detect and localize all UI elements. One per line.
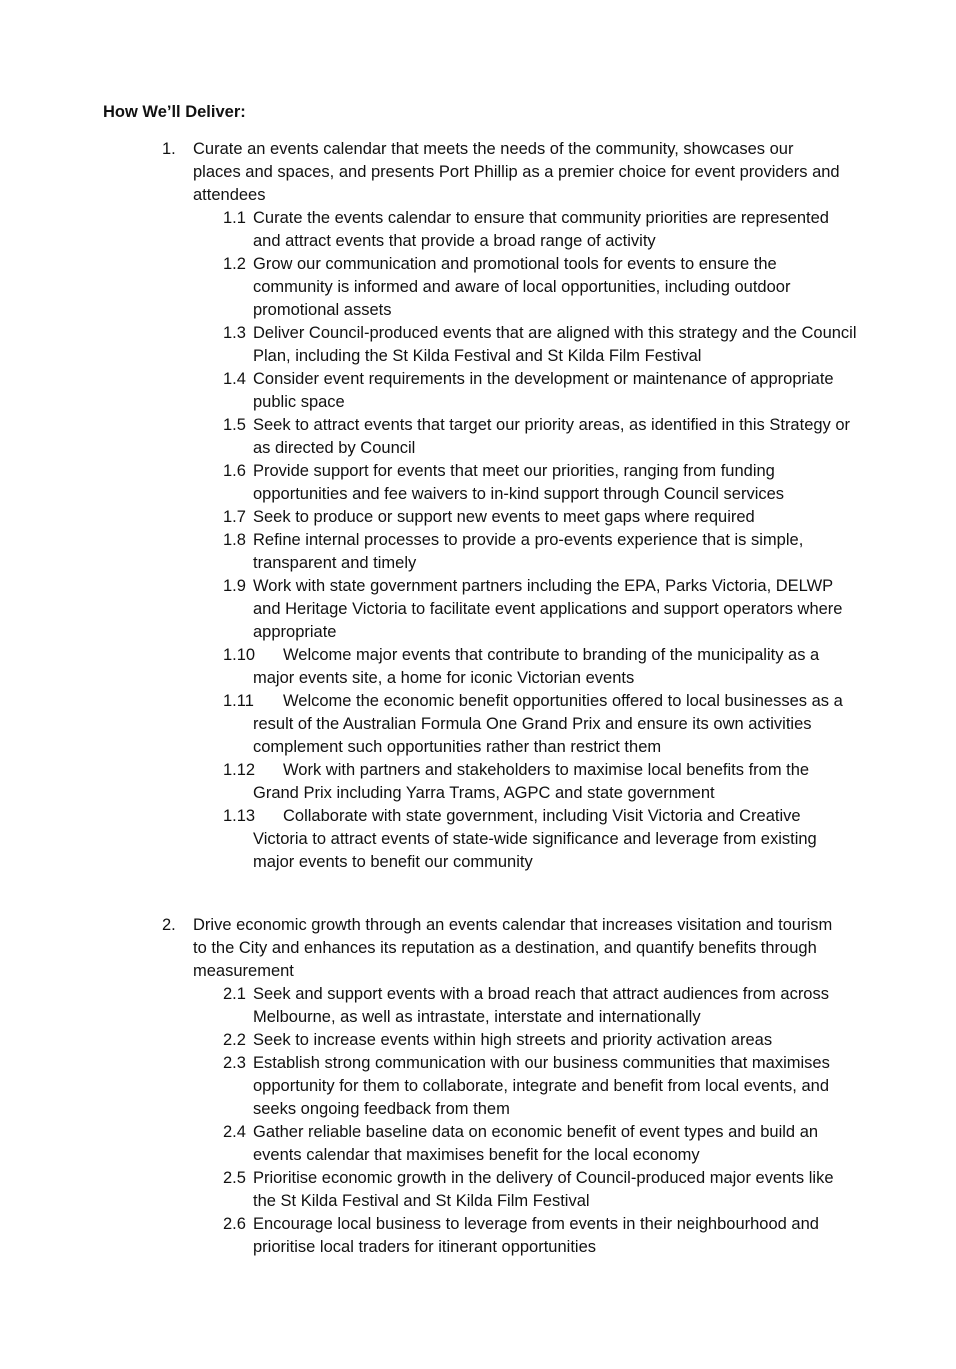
- sub-list-item: [0, 207, 956, 253]
- sub-item-text: Seek to attract events that target our priority areas, as identified in this Strategy or as directed by Council: [253, 416, 851, 457]
- sub-item-number: 2.6: [223, 1215, 246, 1233]
- sub-item-number: 1.1: [223, 209, 246, 227]
- sub-item-text: Curate the events calendar to ensure that community priorities are represented and attract events that provide a broad range of activity: [253, 209, 829, 250]
- sub-item-number: 1.7: [223, 508, 246, 526]
- main-item-number: 2.: [162, 916, 176, 934]
- sub-item-text: Refine internal processes to provide a pro-events experience that is simple, transparent and timely: [253, 531, 804, 572]
- sub-item-number: 1.10: [223, 646, 256, 664]
- sub-list-item: [0, 1029, 956, 1052]
- sub-list-item: [0, 805, 956, 874]
- main-item-text: Drive economic growth through an events calendar that increases visitation and tourism to the City and enhances its reputation as a destination, and quantify benefits through measurement: [193, 916, 833, 980]
- sub-item-text: Seek and support events with a broad reach that attract audiences from across Melbourne, as well as intrastate, interstate and internationally: [253, 985, 829, 1026]
- sub-list-item: [0, 644, 956, 690]
- sub-item-number: 1.11: [223, 692, 254, 710]
- main-list-item: [0, 138, 956, 207]
- sub-list-item: [0, 368, 956, 414]
- sub-item-text: Seek to produce or support new events to meet gaps where required: [253, 508, 755, 526]
- sub-list-item: [0, 529, 956, 575]
- sub-item-number: 1.4: [223, 370, 246, 388]
- sub-item-number: 1.5: [223, 416, 246, 434]
- sub-list-item: [0, 1213, 956, 1259]
- main-item-number: 1.: [162, 140, 176, 158]
- sub-item-number: 2.3: [223, 1054, 246, 1072]
- sub-item-text: Prioritise economic growth in the delivery of Council-produced major events like the St Kilda Festival and St Kilda Film Festival: [253, 1169, 834, 1210]
- section-heading: How We’ll Deliver:: [103, 103, 246, 121]
- sub-item-text: Consider event requirements in the development or maintenance of appropriate public space: [253, 370, 834, 411]
- sub-item-text: Welcome major events that contribute to branding of the municipality as a major events site, a home for iconic Victorian events: [253, 646, 820, 687]
- sub-item-number: 2.1: [223, 985, 246, 1003]
- sub-list-item: [0, 983, 956, 1029]
- main-list-item: [0, 914, 956, 983]
- sub-list-item: [0, 414, 956, 460]
- sub-item-text: Work with state government partners including the EPA, Parks Victoria, DELWP and Heritage Victoria to facilitate event applications and support operators where appropriate: [253, 577, 843, 641]
- sub-item-number: 1.13: [223, 807, 256, 825]
- deliverable-section-1: [0, 138, 956, 874]
- sub-item-text: Work with partners and stakeholders to maximise local benefits from the Grand Prix including Yarra Trams, AGPC and state government: [253, 761, 810, 802]
- sub-item-number: 1.9: [223, 577, 246, 595]
- sub-item-text: Collaborate with state government, including Visit Victoria and Creative Victoria to attract events of state-wide significance and leverage from existing major events to benefit our community: [253, 807, 817, 871]
- sub-item-text: Gather reliable baseline data on economic benefit of event types and build an events calendar that maximises benefit for the local economy: [253, 1123, 819, 1164]
- sub-item-text: Grow our communication and promotional tools for events to ensure the community is informed and aware of local opportunities, including outdoor promotional assets: [253, 255, 791, 319]
- sub-item-text: Deliver Council-produced events that are aligned with this strategy and the Council Plan, including the St Kilda Festival and St Kilda Film Festival: [253, 324, 857, 365]
- sub-list-item: [0, 1052, 956, 1121]
- sub-item-number: 2.4: [223, 1123, 246, 1141]
- sub-item-text: Establish strong communication with our business communities that maximises opportunity for them to collaborate, integrate and benefit from local events, and seeks ongoing feedback from them: [253, 1054, 830, 1118]
- sub-list-item: [0, 460, 956, 506]
- sub-list-item: [0, 1121, 956, 1167]
- sub-list-item: [0, 1167, 956, 1213]
- deliverable-section-2: [0, 914, 956, 1259]
- sub-item-number: 1.3: [223, 324, 246, 342]
- sub-item-number: 1.12: [223, 761, 256, 779]
- sub-item-text: Provide support for events that meet our priorities, ranging from funding opportunities and fee waivers to in-kind support through Council services: [253, 462, 785, 503]
- sub-list-item: [0, 506, 956, 529]
- sub-item-number: 1.8: [223, 531, 246, 549]
- sub-item-text: Encourage local business to leverage from events in their neighbourhood and prioritise local traders for itinerant opportunities: [253, 1215, 819, 1256]
- sub-item-number: 1.6: [223, 462, 246, 480]
- sub-list-item: [0, 575, 956, 644]
- sub-item-number: 2.2: [223, 1031, 246, 1049]
- sub-list-item: [0, 253, 956, 322]
- sub-item-text: Seek to increase events within high streets and priority activation areas: [253, 1031, 773, 1049]
- sub-item-text: Welcome the economic benefit opportunities offered to local businesses as a result of the Australian Formula One Grand Prix and ensure its own activities complement such opportunities rather than restrict them: [253, 692, 843, 756]
- sub-list-item: [0, 690, 956, 759]
- main-item-text: Curate an events calendar that meets the needs of the community, showcases our places and spaces, and presents Port Phillip as a premier choice for event providers and attendees: [193, 140, 840, 204]
- sub-list-item: [0, 322, 956, 368]
- sub-list-item: [0, 759, 956, 805]
- sub-item-number: 1.2: [223, 255, 246, 273]
- sub-item-number: 2.5: [223, 1169, 246, 1187]
